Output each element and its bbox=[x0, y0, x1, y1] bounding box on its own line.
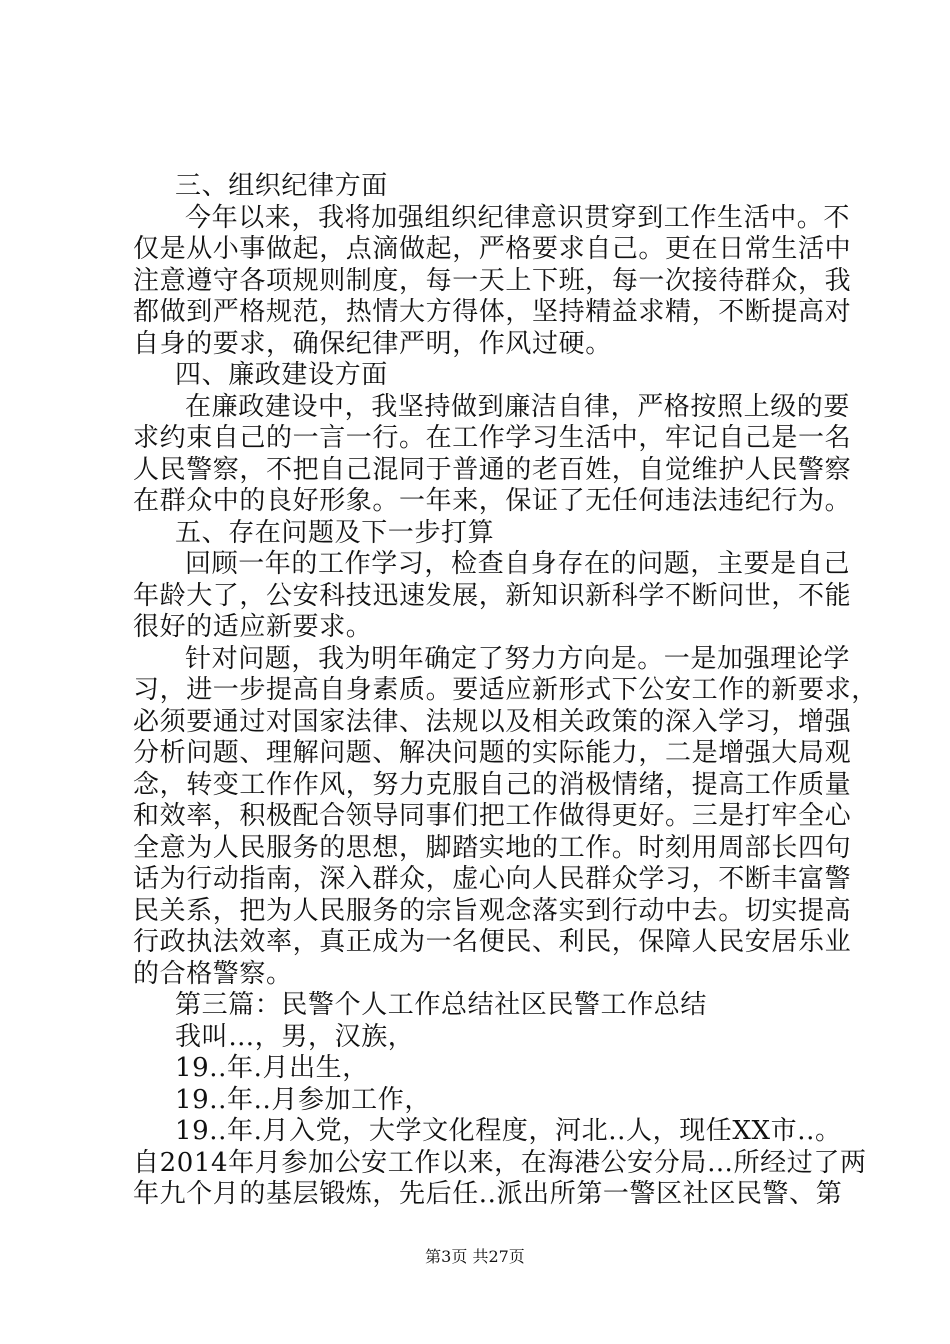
paragraph-line: 行政执法效率，真正成为一名便民、利民，保障人民安居乐业 bbox=[133, 927, 852, 957]
paragraph-line: 自2014年月参加公安工作以来，在海港公安分局…所经过了两 bbox=[133, 1147, 867, 1178]
paragraph-line: 自身的要求，确保纪律严明，作风过硬。 bbox=[133, 328, 612, 359]
paragraph-line: 年龄大了，公安科技迅速发展，新知识新科学不断问世，不能 bbox=[133, 580, 852, 611]
paragraph-line: 全意为人民服务的思想，脚踏实地的工作。时刻用周部长四句 bbox=[133, 832, 852, 863]
paragraph-line: 必须要通过对国家法律、法规以及相关政策的深入学习，增强 bbox=[133, 706, 852, 737]
paragraph-line: 回顾一年的工作学习，检查自身存在的问题，主要是自己 bbox=[185, 549, 851, 579]
paragraph-line: 都做到严格规范，热情大方得体，坚持精益求精，不断提高对 bbox=[133, 297, 852, 327]
paragraph-line: 在群众中的良好形象。一年来，保证了无任何违法违纪行为。 bbox=[133, 486, 852, 516]
paragraph-line: 念，转变工作作风，努力克服自己的消极情绪，提高工作质量 bbox=[133, 769, 852, 800]
paragraph-line: 今年以来，我将加强组织纪律意识贯穿到工作生活中。不 bbox=[185, 202, 851, 233]
paragraph-line: 我叫…，男，汉族， bbox=[175, 1021, 415, 1052]
paragraph-line: 民关系，把为人民服务的宗旨观念落实到行动中去。切实提高 bbox=[133, 895, 852, 926]
paragraph-line: 和效率，积极配合领导同事们把工作做得更好。三是打牢全心 bbox=[133, 801, 852, 831]
paragraph-line: 在廉政建设中，我坚持做到廉洁自律，严格按照上级的要 bbox=[185, 391, 851, 422]
paragraph-line: 人民警察，不把自己混同于普通的老百姓，自觉维护人民警察 bbox=[133, 454, 852, 485]
paragraph-line: 的合格警察。 bbox=[133, 958, 293, 989]
paragraph-line: 分析问题、理解问题、解决问题的实际能力，二是增强大局观 bbox=[133, 738, 852, 768]
section-heading: 五、存在问题及下一步打算 bbox=[175, 517, 495, 548]
paragraph-line: 19..年.月入党，大学文化程度，河北..人，现任XX市..。 bbox=[175, 1116, 842, 1146]
paragraph-line: 很好的适应新要求。 bbox=[133, 612, 373, 642]
paragraph-line: 习，进一步提高自身素质。要适应新形式下公安工作的新要求， bbox=[133, 675, 878, 705]
paragraph-line: 注意遵守各项规则制度，每一天上下班，每一次接待群众，我 bbox=[133, 265, 852, 296]
paragraph-line: 求约束自己的一言一行。在工作学习生活中，牢记自己是一名 bbox=[133, 423, 852, 453]
section-heading: 三、组织纪律方面 bbox=[175, 171, 388, 201]
paragraph-line: 话为行动指南，深入群众，虚心向人民群众学习，不断丰富警 bbox=[133, 864, 852, 894]
paragraph-line: 年九个月的基层锻炼，先后任..派出所第一警区社区民警、第 bbox=[133, 1179, 843, 1209]
page-number: 第3页 共27页 bbox=[425, 1247, 525, 1266]
paragraph-line: 19..年.月出生， bbox=[175, 1053, 369, 1083]
paragraph-line: 针对问题，我为明年确定了努力方向是。一是加强理论学 bbox=[185, 643, 851, 674]
document-body bbox=[133, 171, 878, 1211]
chapter-title: 第三篇：民警个人工作总结社区民警工作总结 bbox=[175, 990, 708, 1020]
paragraph-line: 19..年..月参加工作， bbox=[175, 1084, 431, 1115]
section-heading: 四、廉政建设方面 bbox=[175, 360, 388, 390]
paragraph-line: 仅是从小事做起，点滴做起，严格要求自己。更在日常生活中 bbox=[133, 234, 852, 264]
